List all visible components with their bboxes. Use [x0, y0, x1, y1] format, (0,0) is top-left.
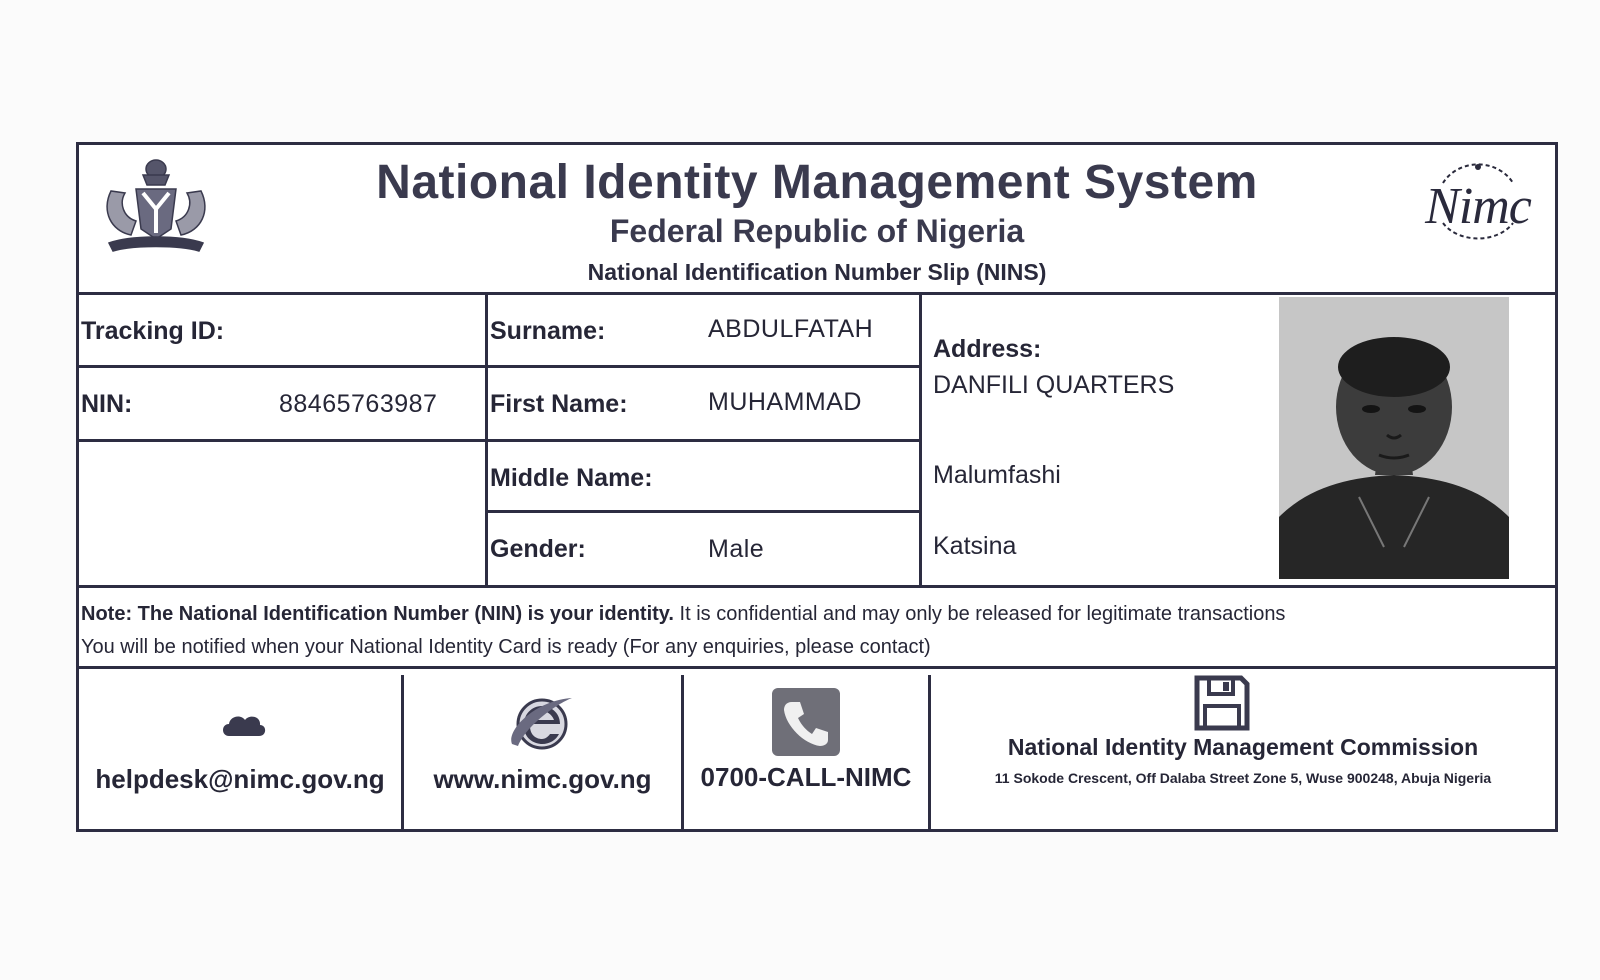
helpdesk-email-link[interactable]: helpdesk@nimc.gov.ng: [95, 764, 385, 794]
note-line-1: [81, 598, 1555, 631]
nin-value: 88465763987: [279, 390, 438, 418]
nin-slip: [76, 142, 1558, 832]
tracking-id-label: Tracking ID:: [81, 317, 225, 345]
first-name-label: First Name:: [490, 390, 628, 418]
address-line-2: Malumfashi: [933, 461, 1061, 489]
middle-name-label: Middle Name:: [490, 464, 653, 492]
nimc-logo-text: Nimc: [1425, 178, 1531, 235]
nin-cell: [79, 368, 485, 439]
gender-label: Gender:: [490, 535, 586, 563]
phone-icon: [770, 686, 842, 758]
phone-cell: [684, 672, 928, 829]
email-cell: [79, 672, 401, 829]
cloud-icon: [219, 710, 269, 740]
surname-label: Surname:: [490, 317, 606, 345]
floppy-disk-icon: [1193, 674, 1251, 732]
slip-name: National Identification Number Slip (NINS): [587, 259, 1047, 285]
note-bold-text: Note: The National Identification Number (NIN) is your identity.: [81, 603, 674, 625]
first-name-cell: [488, 368, 919, 439]
surname-cell: [488, 295, 919, 365]
website-cell: [404, 672, 681, 829]
note-rest-text: It is confidential and may only be released for legitimate transactions: [674, 603, 1286, 625]
first-name-value: MUHAMMAD: [708, 388, 862, 416]
note-section: [79, 585, 1555, 669]
header-subtitle: Federal Republic of Nigeria: [609, 213, 1025, 249]
address-label: Address:: [933, 335, 1042, 363]
nimc-logo: [1413, 153, 1543, 243]
gender-value: Male: [708, 535, 765, 563]
slip-header: [79, 145, 1555, 295]
commission-address: 11 Sokode Crescent, Off Dalaba Street Zone 5, Wuse 900248, Abuja Nigeria: [994, 770, 1492, 786]
internet-explorer-icon: [506, 690, 578, 756]
middle-name-cell: [488, 442, 919, 510]
gender-cell: [488, 513, 919, 585]
note-line-2: You will be notified when your National Identity Card is ready (For any enquiries, please contact): [81, 636, 931, 658]
surname-value: ABDULFATAH: [708, 315, 874, 343]
nin-label: NIN:: [81, 390, 133, 418]
address-line-1: DANFILI QUARTERS: [933, 371, 1175, 399]
website-link[interactable]: www.nimc.gov.ng: [433, 764, 652, 794]
header-title: National Identity Management System: [376, 156, 1258, 209]
holder-photo: [1279, 297, 1509, 579]
address-line-3: Katsina: [933, 532, 1017, 560]
tracking-id-cell: [79, 295, 485, 365]
phone-number[interactable]: 0700-CALL-NIMC: [700, 762, 912, 792]
commission-name: National Identity Management Commission: [1007, 734, 1479, 760]
commission-cell: [931, 672, 1555, 829]
